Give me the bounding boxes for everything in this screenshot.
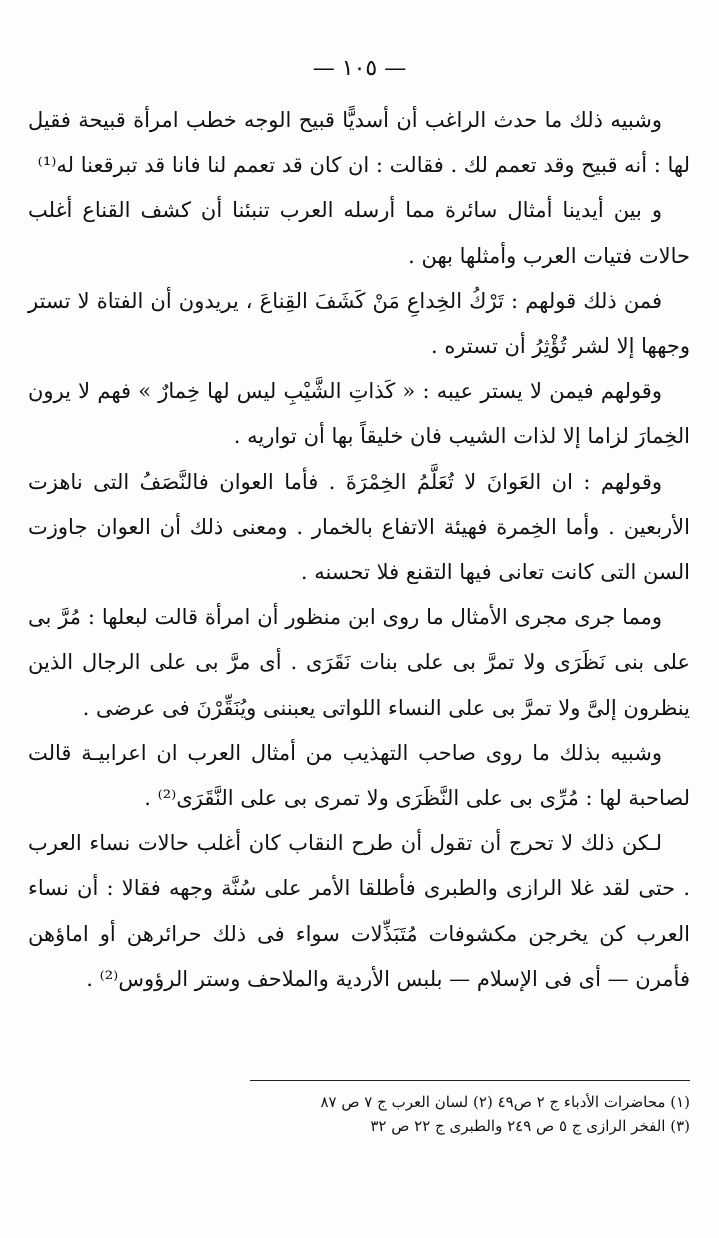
footnote-line: (١) محاضرات الأدباء ج ٢ ص٤٩ (٢) لسان العرب ج ٧ ص ٨٧ <box>320 1093 690 1111</box>
footnote-divider <box>250 1080 690 1081</box>
paragraph: وقولهم فيمن لا يستر عيبه : « كَذاتِ الشَّيْبِ ليس لها خِمارٌ » فهم لا يرون الخِمارَ لزاما إلا لذات الشيب فان خليقاً بها أن تواريه . <box>28 379 690 449</box>
paragraph: فمن ذلك قولهم : تَرْكُ الخِداعِ مَنْ كَشَفَ القِناعَ ، يريدون أن الفتاة لا تستر وجهها إلا لشر تُؤْثِرُ أن تستره . <box>28 288 690 359</box>
body-text <box>28 98 690 1002</box>
paragraph: وقولهم : ان العَوانَ لا تُعَلَّمُ الخِمْرَةَ . فأما العوان فالنَّصَفُ التى ناهزت الأربعين . وأما الخِمرة فهيئة الاتفاع بالخمار . ومعنى ذلك أن العوان جاوزت السن التى كانت تعانى فيها التقنع فلا تحسنه . <box>28 469 690 585</box>
page-number: — ١٠٥ — <box>312 56 407 81</box>
footnotes <box>150 1090 690 1138</box>
paragraph: وشبيه ذلك ما حدث الراغب أن أسديًّا قبيح الوجه خطب امرأة قبيحة فقيل لها : أنه قبيح وقد تعمم لك . فقالت : ان كان قد تعمم لنا فانا قد تبرقعنا له⁽¹⁾ <box>28 108 690 178</box>
footnote-line: (٣) الفخر الرازى ج ٥ ص ٢٤٩ والطبرى ج ٢٢ ص ٣٢ <box>370 1117 690 1135</box>
paragraph: ومما جرى مجرى الأمثال ما روى ابن منظور أن امرأة قالت لبعلها : مُرَّ بى على بنى نَظَرَى ولا تمرَّ بى على بنات نَقَرَى . أى مرَّ بى على الرجال الذين ينظرون إلىَّ ولا تمرَّ بى على النساء اللواتى يعبننى ويُنَقِّرْنَ فى عرضى . <box>28 605 690 720</box>
paragraph: لـكن ذلك لا تحرج أن تقول أن طرح النقاب كان أغلب حالات نساء العرب . حتى لقد غلا الرازى والطبرى فأطلقا الأمر على سُنَّة وجهه فقالا : أن نساء العرب كن يخرجن مكشوفات مُتَبَذِّلات سواء فى ذلك حرائرهن أو اماؤهن فأمرن — أى فى الإسلام — بلبس الأردية والملاحف وستر الرؤوس⁽²⁾ . <box>28 831 690 991</box>
paragraph: وشبيه بذلك ما روى صاحب التهذيب من أمثال العرب ان اعرابيـة قالت لصاحبة لها : مُرِّى بى على النَّظَرَى ولا تمرى بى على النَّقَرَى⁽²⁾ . <box>28 740 690 811</box>
paragraph: و بين أيدينا أمثال سائرة مما أرسله العرب تنبئنا أن كشف القناع أغلب حالات فتيات العرب وأمثلها بهن . <box>28 198 690 268</box>
